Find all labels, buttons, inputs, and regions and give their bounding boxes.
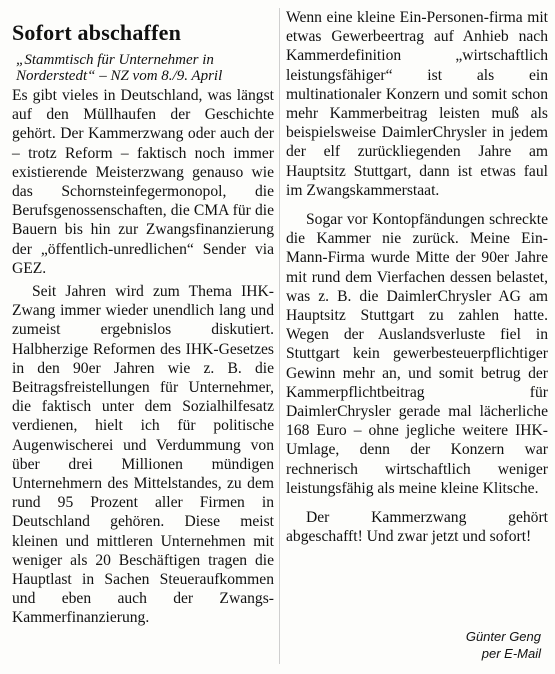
paragraph-1: Es gibt vieles in Deutschland, was längst auf den Müllhaufen der Geschichte gehört. Der Kammerzwang oder auch der – trotz Reform – faktisch noch immer existierende Meisterzwang genauso wie das Schornsteinfegermonopol, die Berufsgenossenschaften, die CMA für die Bauern bis hin zur Zwangsfinanzierung der „öffentlich-unredlichen“ Sender via GEZ. [12,87,274,277]
paragraph-5: Der Kammerzwang gehört abgeschafft! Und zwar jetzt und sofort! [286,509,548,546]
letter-signature [466,628,541,662]
right-column [286,8,548,546]
paragraph-2: Seit Jahren wird zum Thema IHK-Zwang immer wieder unendlich lang und zumeist ergebnislos diskutiert. Halbherzige Reformen des IHK-Gesetzes in den 90er Jahren wie z. B. die Beitragsfreistellungen für Unternehmer, die faktisch unter dem Sozialhilfesatz verdienen, hielt ich für politische Augenwischerei und Verdummung von über drei Millionen mündigen Unternehmern des Mittelstandes, zu dem rund 95 Prozent aller Firmen in Deutschland gehören. Diese meist kleinen und mittleren Unternehmen mit weniger als 20 Beschäftigen tragen die Hauptlast in Sachen Steueraufkommen und eben auch der Zwangs-Kammerfinanzierung. [12,283,274,627]
author-name: Günter Geng [465,629,541,644]
author-channel: per E-Mail [481,646,541,661]
paragraph-4: Sogar vor Kontopfändungen schreckte die Kammer nie zurück. Meine Ein-Mann-Firma wurde Mitte der 90er Jahre mit rund dem Vierfachen dessen belastet, was z. B. die DaimlerChrysler AG am Hauptsitz Stuttgart zu zahlen hatte. Wegen der Auslandsverluste fiel in Stuttgart kein gewerbesteuerpflichtiger Gewinn mehr an, und somit betrug der Kammerpflichtbeitrag für DaimlerChrysler gerade mal lächerliche 168 Euro – ohne jegliche weitere IHK-Umlage, denn der Konzern war rechnerisch wirtschaftlich weniger leistungsfähig als meine kleine Klitsche. [286,211,548,497]
article-subhead: „Stammtisch für Unternehmer in Norderstedt“ – NZ vom 8./9. April [16,52,223,84]
left-column [12,8,274,628]
paragraph-3: Wenn eine kleine Ein-Personen-firma mit etwas Gewerbeertrag auf Anhieb nach Kammerdefinition „wirtschaftlich leistungsfähiger“ ist als ein multinationaler Konzern und somit schon mehr Kammerbeitrag leisten muß als beispielsweise DaimlerChrysler in jedem der elf zurückliegenden Jahre am Hauptsitz Stuttgart, dann ist etwas faul im Zwangskammerstaat. [286,9,548,199]
column-divider [279,8,280,664]
article-headline: Sofort abschaffen [12,20,182,45]
